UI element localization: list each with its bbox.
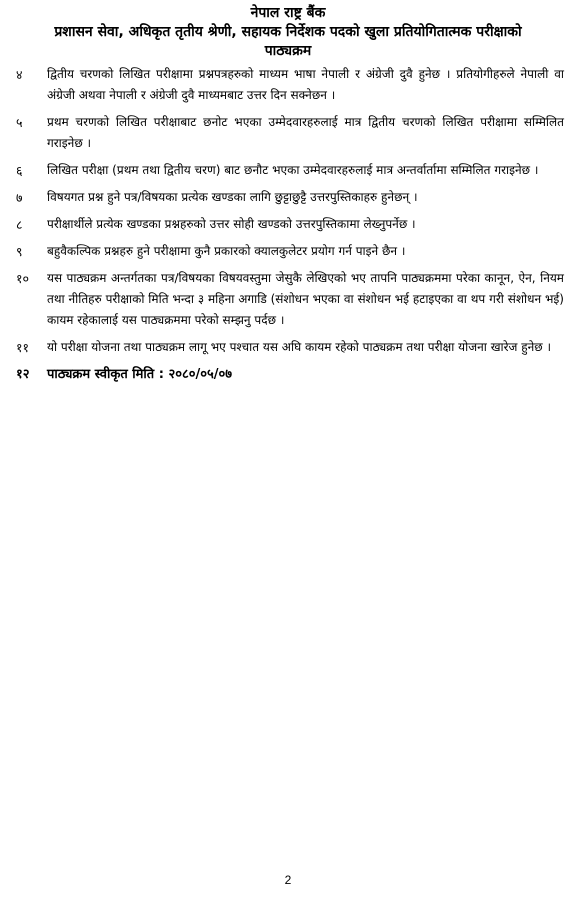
item-number: ७	[16, 190, 23, 205]
item-text: द्वितीय चरणको लिखित परीक्षामा प्रश्नपत्रहरुको माध्यम भाषा नेपाली र अंग्रेजी दुवै हुनेछ । प्रतियोगीहरुले नेपाली वा अंग्रेजी अथवा नेपाली र अंग्रेजी दुवै माध्यमबाट उत्तर दिन सक्नेछन ।	[47, 67, 564, 102]
item-number: ९	[16, 244, 23, 259]
item-number: ८	[16, 217, 23, 232]
item-number: ४	[16, 67, 23, 82]
item-text: लिखित परीक्षा (प्रथम तथा द्वितीय चरण) बाट छनौट भएका उम्मेदवारहरुलाई मात्र अन्तर्वार्तामा सम्मिलित गराइनेछ ।	[47, 163, 539, 177]
bank-name: नेपाल राष्ट्र बैंक	[250, 5, 326, 21]
item-text: यस पाठ्यक्रम अन्तर्गतका पत्र/विषयका विषयवस्तुमा जेसुकै लेखिएको भए तापनि पाठ्यक्रममा परेका कानून, ऐन, नियम तथा नीतिहरु परीक्षाको मिति भन्दा ३ महिना अगाडि (संशोधन भएका वा संशोधन भई हटाइएका वा थप गरी संशोधन भई) कायम रहेकालाई यस पाठ्यक्रममा परेको सम्झनु पर्दछ ।	[47, 271, 564, 327]
item-text: परीक्षार्थीले प्रत्येक खण्डका प्रश्नहरुको उत्तर सोही खण्डको उत्तरपुस्तिकामा लेख्नुपर्नेछ ।	[47, 217, 416, 231]
page-number: 2	[284, 873, 292, 887]
list-item	[16, 337, 564, 358]
list-item	[16, 160, 564, 181]
list-item	[16, 241, 564, 262]
list-item	[16, 214, 564, 235]
list-item	[16, 268, 564, 331]
list-item	[16, 112, 564, 154]
item-text: विषयगत प्रश्न हुने पत्र/विषयका प्रत्येक खण्डका लागि छुट्टाछुट्टै उत्तरपुस्तिकाहरु हुनेछन् ।	[47, 190, 418, 204]
list-item	[16, 187, 564, 208]
document-header	[10, 4, 566, 61]
section-title: पाठ्यक्रम	[264, 43, 312, 59]
approval-date-item	[16, 364, 564, 385]
item-number: ११	[16, 340, 30, 355]
item-text: प्रथम चरणको लिखित परीक्षाबाट छनोट भएका उम्मेदवारहरुलाई मात्र द्वितीय चरणको लिखित परीक्षामा सम्मिलित गराइनेछ ।	[47, 115, 564, 150]
item-text: बहुवैकल्पिक प्रश्नहरु हुने परीक्षामा कुनै प्रकारको क्यालकुलेटर प्रयोग गर्न पाइने छैन ।	[47, 244, 406, 258]
exam-title: प्रशासन सेवा, अधिकृत तृतीय श्रेणी, सहायक निर्देशक पदको खुला प्रतियोगितात्मक परीक्षाको	[54, 24, 522, 40]
approval-date-text: पाठ्यक्रम स्वीकृत मिति : २०८०/०५/०७	[47, 367, 233, 382]
item-number: ६	[16, 163, 23, 178]
item-number: १२	[16, 367, 30, 382]
list-item	[16, 64, 564, 106]
item-number: ५	[16, 115, 23, 130]
item-number: १०	[16, 271, 30, 286]
item-text: यो परीक्षा योजना तथा पाठ्यक्रम लागू भए पश्चात यस अघि कायम रहेको पाठ्यक्रम तथा परीक्षा योजना खारेज हुनेछ ।	[47, 340, 552, 354]
rules-list	[16, 64, 564, 391]
